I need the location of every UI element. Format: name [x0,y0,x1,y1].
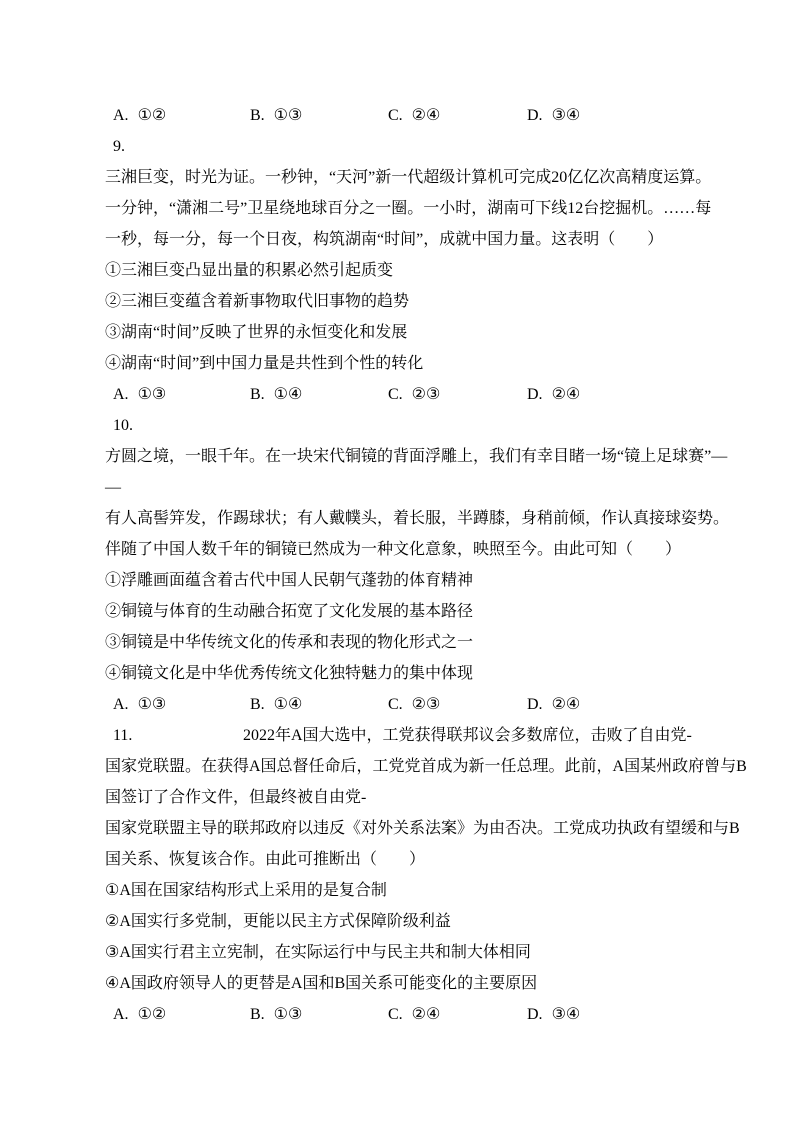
option-answer-combination: ②③ [411,386,441,403]
option-d [527,689,689,720]
option-d [527,999,689,1030]
option-answer-combination: ①④ [273,386,303,403]
option-c [388,100,527,131]
option-answer-combination: ②③ [411,696,441,713]
text-line: ①三湘巨变凸显出量的积累必然引起质变 [105,262,394,279]
option-answer-combination: ①② [137,107,167,124]
text-line: 国家党联盟主导的联邦政府以违反《对外关系法案》为由否决。工党成功执政有望缓和与B [105,820,740,837]
option-answer-combination: ②④ [411,1006,441,1023]
text-line: ①A国在国家结构形式上采用的是复合制 [105,882,387,899]
option-letter: A. [113,696,129,713]
option-answer-combination: ②④ [411,107,441,124]
question-8-options [105,100,689,131]
text-line: ④铜镜文化是中华优秀传统文化独特魅力的集中体现 [105,665,474,682]
option-b [250,100,388,131]
question-text: 2022年A国大选中，工党获得联邦议会多数席位，击败了自由党- [243,727,692,744]
option-answer-combination: ②④ [551,386,581,403]
option-a [113,379,250,410]
question-number: 9. [113,138,125,155]
text-line: ③A国实行君主立宪制，在实际运行中与民主共和制大体相同 [105,944,531,961]
option-letter: B. [250,696,265,713]
text-line: ②A国实行多党制，更能以民主方式保障阶级利益 [105,913,451,930]
text-line: 国家党联盟。在获得A国总督任命后，工党党首成为新一任总理。此前，A国某州政府曾与B [105,758,747,775]
option-answer-combination: ①② [137,1006,167,1023]
text-line: ④A国政府领导人的更替是A国和B国关系可能变化的主要原因 [105,975,538,992]
text-line: 有人高髻笄发，作踢球状；有人戴幞头，着长服，半蹲膝，身稍前倾，作认真接球姿势。 [105,510,730,527]
text-line: 方圆之境，一眼千年。在一块宋代铜镜的背面浮雕上，我们有幸目睹一场“镜上足球赛”— [105,448,728,465]
option-answer-combination: ③④ [551,1006,581,1023]
text-line: 三湘巨变，时光为证。一秒钟，“天河”新一代超级计算机可完成20亿亿次高精度运算。 [105,169,712,186]
option-c [388,999,527,1030]
option-c [388,689,527,720]
option-answer-combination: ②④ [551,696,581,713]
option-b [250,689,388,720]
option-letter: A. [113,386,129,403]
question-number-line [105,720,692,751]
text-line: — [105,479,121,496]
option-answer-combination: ③④ [551,107,581,124]
text-line: 伴随了中国人数千年的铜镜已然成为一种文化意象，映照至今。由此可知（ ） [105,541,682,558]
option-d [527,379,689,410]
option-answer-combination: ①④ [273,696,303,713]
option-a [113,999,250,1030]
option-letter: C. [388,386,403,403]
option-answer-combination: ①③ [273,1006,303,1023]
option-letter: B. [250,107,265,124]
option-letter: D. [527,696,543,713]
question-number: 10. [113,417,133,434]
option-c [388,379,527,410]
option-a [113,100,250,131]
text-line: ②铜镜与体育的生动融合拓宽了文化发展的基本路径 [105,603,474,620]
option-b [250,379,388,410]
document-content [105,100,747,1030]
option-d [527,100,689,131]
text-line: 国签订了合作文件，但最终被自由党- [105,789,367,806]
option-a [113,689,250,720]
question-9-options [105,379,689,410]
text-line: ②三湘巨变蕴含着新事物取代旧事物的趋势 [105,293,410,310]
text-line: 国关系、恢复该合作。由此可推断出（ ） [105,851,426,868]
option-b [250,999,388,1030]
question-number: 11. [113,727,133,744]
option-letter: B. [250,1006,265,1023]
text-line: ④湖南“时间”到中国力量是共性到个性的转化 [105,355,424,372]
option-answer-combination: ①③ [137,696,167,713]
text-line: 一秒，每一分，每一个日夜，构筑湖南“时间”，成就中国力量。这表明（ ） [105,231,664,248]
text-line: ③铜镜是中华传统文化的传承和表现的物化形式之一 [105,634,474,651]
question-10-options [105,689,689,720]
option-letter: C. [388,1006,403,1023]
option-answer-combination: ①③ [273,107,303,124]
option-letter: C. [388,107,403,124]
text-line: ①浮雕画面蕴含着古代中国人民朝气蓬勃的体育精神 [105,572,474,589]
text-line: ③湖南“时间”反映了世界的永恒变化和发展 [105,324,408,341]
option-letter: D. [527,1006,543,1023]
option-letter: C. [388,696,403,713]
option-letter: D. [527,107,543,124]
option-letter: A. [113,107,129,124]
option-answer-combination: ①③ [137,386,167,403]
option-letter: B. [250,386,265,403]
option-letter: A. [113,1006,129,1023]
option-letter: D. [527,386,543,403]
question-11-options [105,999,689,1030]
text-line: 一分钟，“潇湘二号”卫星绕地球百分之一圈。一小时，湖南可下线12台挖掘机。……每 [105,200,712,217]
